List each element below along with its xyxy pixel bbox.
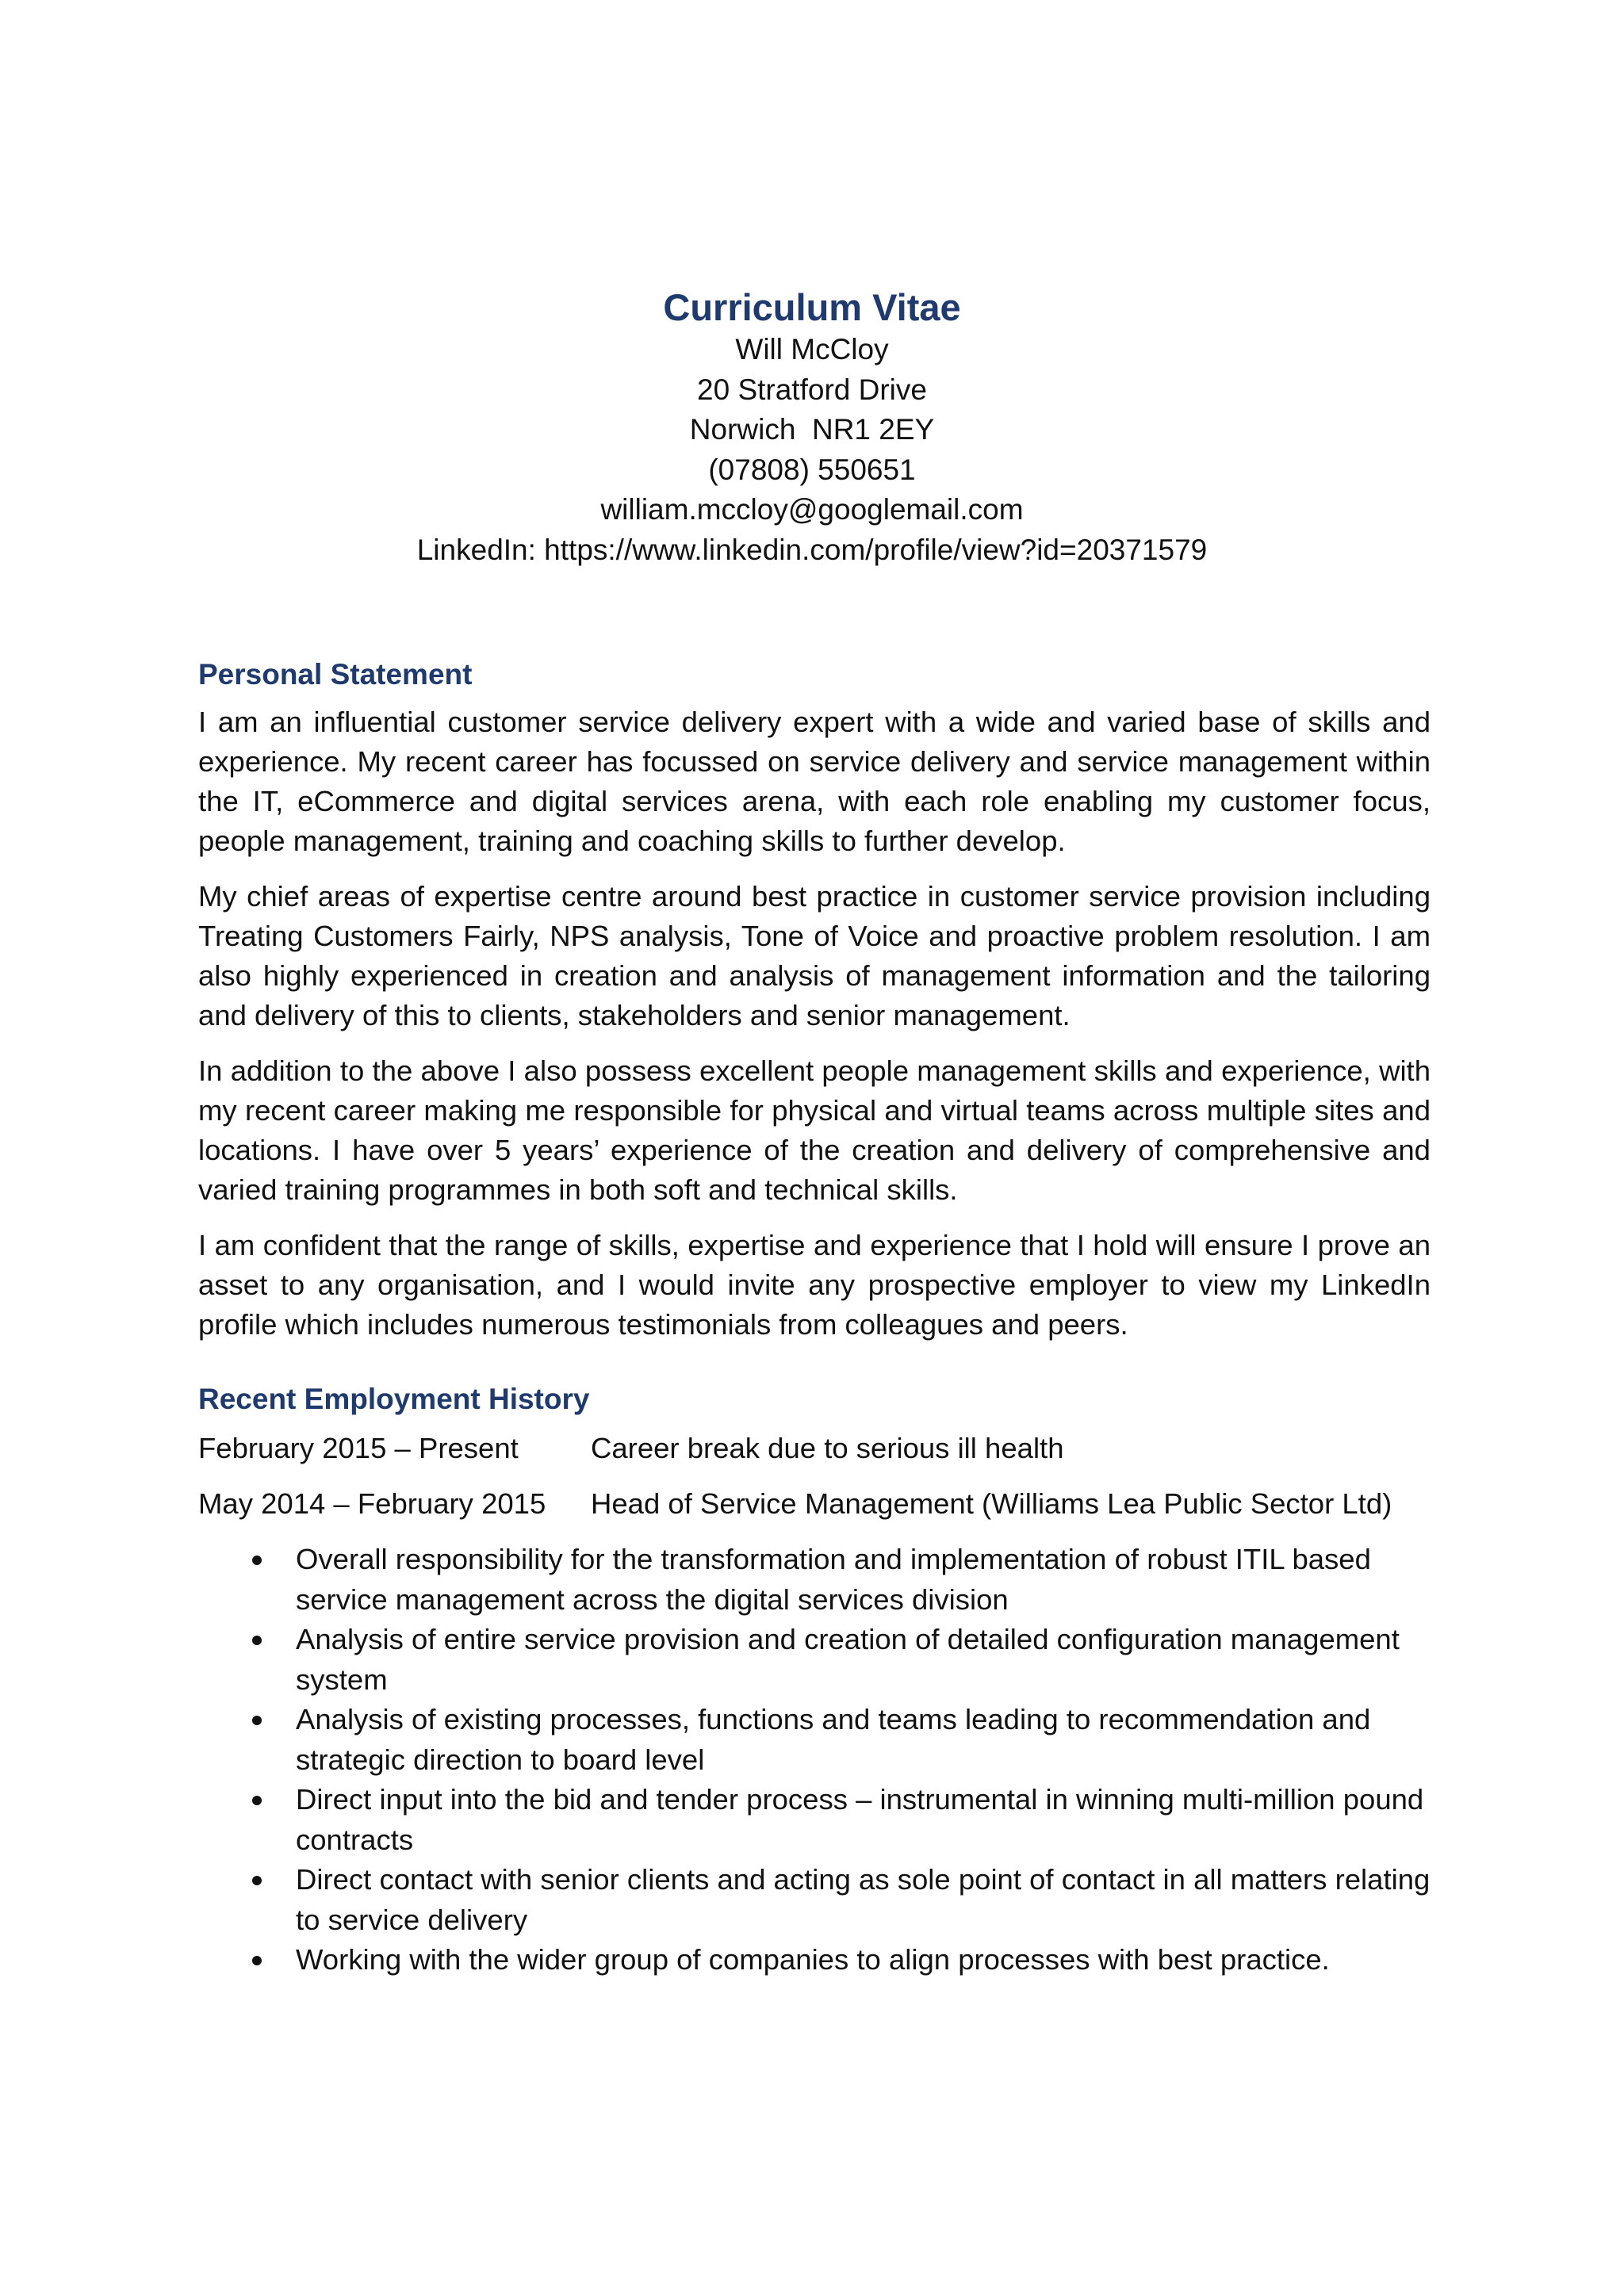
contact-email: william.mccloy@googlemail.com bbox=[600, 493, 1024, 526]
list-item-text: Overall responsibility for the transformation and implementation of robust ITIL based service management across the digital services division bbox=[296, 1543, 1371, 1616]
employment-dates: May 2014 – February 2015 bbox=[198, 1487, 546, 1520]
list-item bbox=[198, 1860, 1431, 1940]
personal-statement-paragraph: My chief areas of expertise centre around best practice in customer service provision including Treating Customers Fairly, NPS analysis, Tone of Voice and proactive problem resolution. I am also highly experienced in creation and analysis of management information and the tailoring and delivery of this to clients, stakeholders and senior management. bbox=[198, 880, 1431, 1031]
list-item bbox=[198, 1940, 1431, 1980]
employment-entry bbox=[198, 1429, 1431, 1468]
bullet-icon bbox=[252, 1876, 262, 1885]
employment-role: Head of Service Management (Williams Lea Public Sector Ltd) bbox=[591, 1487, 1392, 1520]
list-item-text: Analysis of existing processes, functions and teams leading to recommendation and strategic direction to board level bbox=[296, 1703, 1371, 1776]
bullet-icon bbox=[252, 1556, 262, 1565]
cv-body bbox=[198, 655, 1431, 1980]
contact-address-line1: 20 Stratford Drive bbox=[697, 373, 927, 406]
personal-statement-heading: Personal Statement bbox=[198, 658, 473, 691]
bullet-icon bbox=[252, 1956, 262, 1965]
contact-name: Will McCloy bbox=[735, 333, 889, 365]
list-item bbox=[198, 1620, 1431, 1700]
personal-statement-paragraph: In addition to the above I also possess excellent people management skills and experience, with my recent career making me responsible for physical and virtual teams across multiple sites and locations. I have over 5 years’ experience of the creation and delivery of comprehensive and varied training programmes in both soft and technical skills. bbox=[198, 1054, 1431, 1206]
bullet-icon bbox=[252, 1716, 262, 1725]
list-item bbox=[198, 1540, 1431, 1620]
bullet-icon bbox=[252, 1636, 262, 1645]
list-item-text: Direct input into the bid and tender process – instrumental in winning multi-million pound contracts bbox=[296, 1783, 1424, 1856]
personal-statement-paragraph: I am confident that the range of skills, expertise and experience that I hold will ensure I prove an asset to any organisation, and I would invite any prospective employer to view my LinkedIn profile which includes numerous testimonials from colleagues and peers. bbox=[198, 1229, 1431, 1341]
employment-dates: February 2015 – Present bbox=[198, 1432, 519, 1464]
page-title: Curriculum Vitae bbox=[663, 286, 961, 328]
list-item-text: Analysis of entire service provision and creation of detailed configuration management system bbox=[296, 1623, 1400, 1696]
employment-role: Career break due to serious ill health bbox=[591, 1432, 1064, 1464]
list-item-text: Direct contact with senior clients and acting as sole point of contact in all matters relating to service delivery bbox=[296, 1863, 1431, 1936]
list-item bbox=[198, 1700, 1431, 1780]
cv-header bbox=[0, 285, 1624, 570]
bullet-icon bbox=[252, 1796, 262, 1805]
contact-linkedin: LinkedIn: https://www.linkedin.com/profile/view?id=20371579 bbox=[416, 533, 1208, 566]
employment-entry bbox=[198, 1484, 1431, 1524]
employment-history-heading: Recent Employment History bbox=[198, 1383, 590, 1415]
personal-statement-paragraph: I am an influential customer service delivery expert with a wide and varied base of skills and experience. My recent career has focussed on service delivery and service management within the IT, eCommerce and digital services arena, with each role enabling my customer focus, people management, training and coaching skills to further develop. bbox=[198, 706, 1431, 857]
contact-address-line2: Norwich NR1 2EY bbox=[689, 413, 935, 446]
list-item-text: Working with the wider group of companies to align processes with best practice. bbox=[296, 1943, 1330, 1976]
responsibilities-list bbox=[198, 1540, 1431, 1980]
contact-phone: (07808) 550651 bbox=[708, 453, 916, 486]
list-item bbox=[198, 1780, 1431, 1860]
